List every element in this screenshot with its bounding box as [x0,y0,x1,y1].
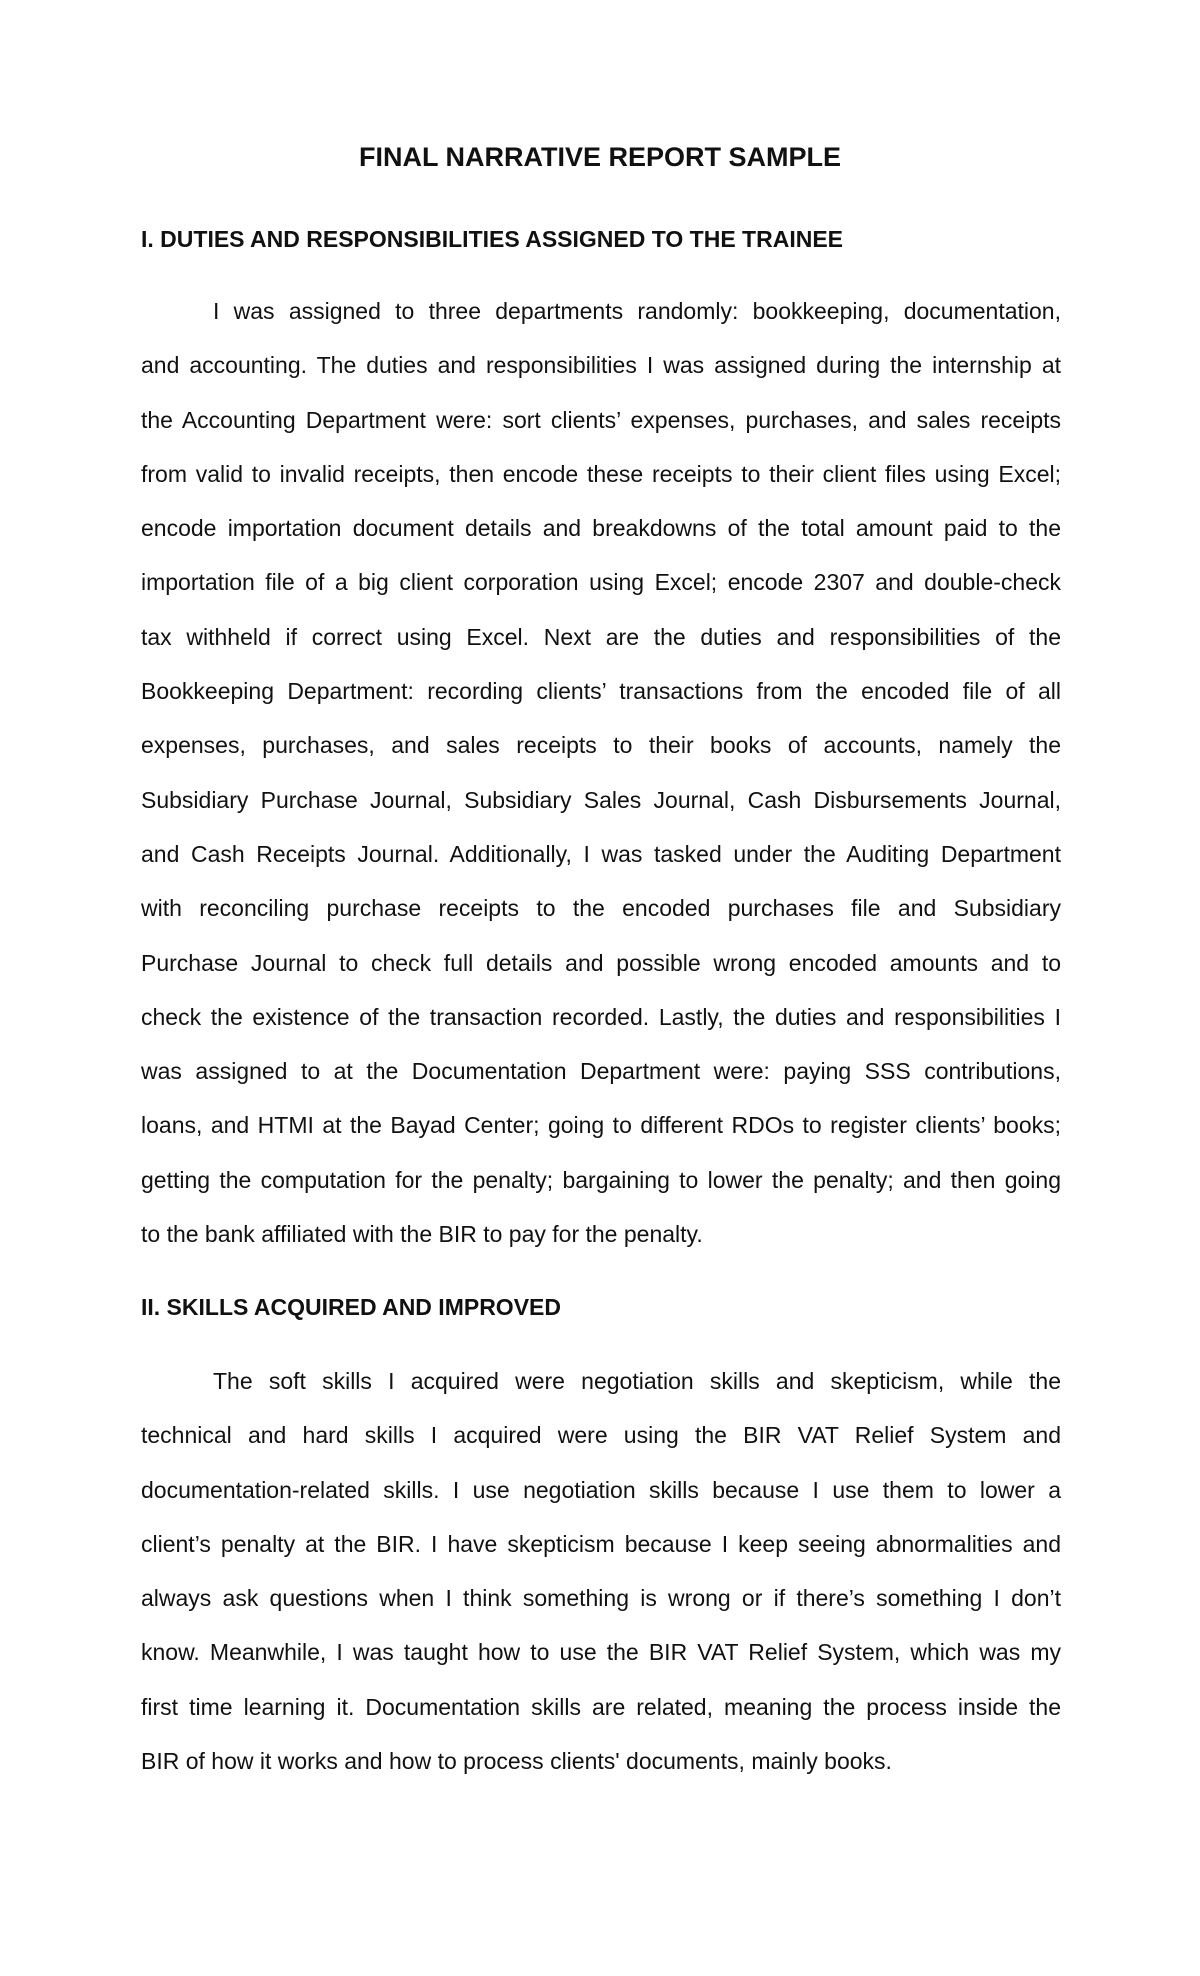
text-line: with reconciling purchase receipts to the encoded purchases file and Subsidiary [141,895,1061,922]
text-line: to the bank affiliated with the BIR to pay for the penalty. [141,1221,703,1248]
text-line: and Cash Receipts Journal. Additionally, I was tasked under the Auditing Department [141,840,1061,867]
text-line: know. Meanwhile, I was taught how to use the BIR VAT Relief System, which was my [141,1639,1061,1666]
text-line: Purchase Journal to check full details and possible wrong encoded amounts and to [141,949,1061,976]
text-line: check the existence of the transaction recorded. Lastly, the duties and responsibilities I [141,1003,1061,1030]
text-line: getting the computation for the penalty; bargaining to lower the penalty; and then going [141,1166,1061,1193]
text-line: was assigned to at the Documentation Department were: paying SSS contributions, [141,1058,1061,1085]
text-line: The soft skills I acquired were negotiation skills and skepticism, while the [213,1368,1061,1394]
text-line: and accounting. The duties and responsibilities I was assigned during the internship at [141,352,1061,379]
text-line: Bookkeeping Department: recording clients’ transactions from the encoded file of all [141,678,1061,705]
text-line: BIR of how it works and how to process clients' documents, mainly books. [141,1748,892,1775]
text-line: the Accounting Department were: sort clients’ expenses, purchases, and sales receipts [141,406,1061,433]
text-line: loans, and HTMI at the Bayad Center; going to different RDOs to register clients’ books; [141,1112,1061,1139]
text-line: importation file of a big client corporation using Excel; encode 2307 and double-check [141,569,1061,596]
section-heading-skills: II. SKILLS ACQUIRED AND IMPROVED [141,1294,561,1320]
text-line: always ask questions when I think something is wrong or if there’s something I don’t [141,1585,1061,1612]
skills-paragraph [141,1354,1061,1788]
text-line: first time learning it. Documentation skills are related, meaning the process inside the [141,1693,1061,1720]
text-line: client’s penalty at the BIR. I have skepticism because I keep seeing abnormalities and [141,1530,1061,1557]
text-line: technical and hard skills I acquired were using the BIR VAT Relief System and [141,1422,1061,1449]
document-title: FINAL NARRATIVE REPORT SAMPLE [358,142,842,172]
text-line: documentation-related skills. I use negotiation skills because I use them to lower a [141,1476,1061,1503]
text-line: Subsidiary Purchase Journal, Subsidiary Sales Journal, Cash Disbursements Journal, [141,786,1061,813]
duties-paragraph [141,284,1061,1261]
section-heading-duties: I. DUTIES AND RESPONSIBILITIES ASSIGNED TO THE TRAINEE [141,226,844,252]
text-line: I was assigned to three departments randomly: bookkeeping, documentation, [213,298,1061,324]
text-line: tax withheld if correct using Excel. Next are the duties and responsibilities of the [141,623,1061,650]
text-line: expenses, purchases, and sales receipts to their books of accounts, namely the [141,732,1061,759]
text-line: encode importation document details and breakdowns of the total amount paid to the [141,515,1061,542]
text-line: from valid to invalid receipts, then encode these receipts to their client files using Excel; [141,460,1061,487]
